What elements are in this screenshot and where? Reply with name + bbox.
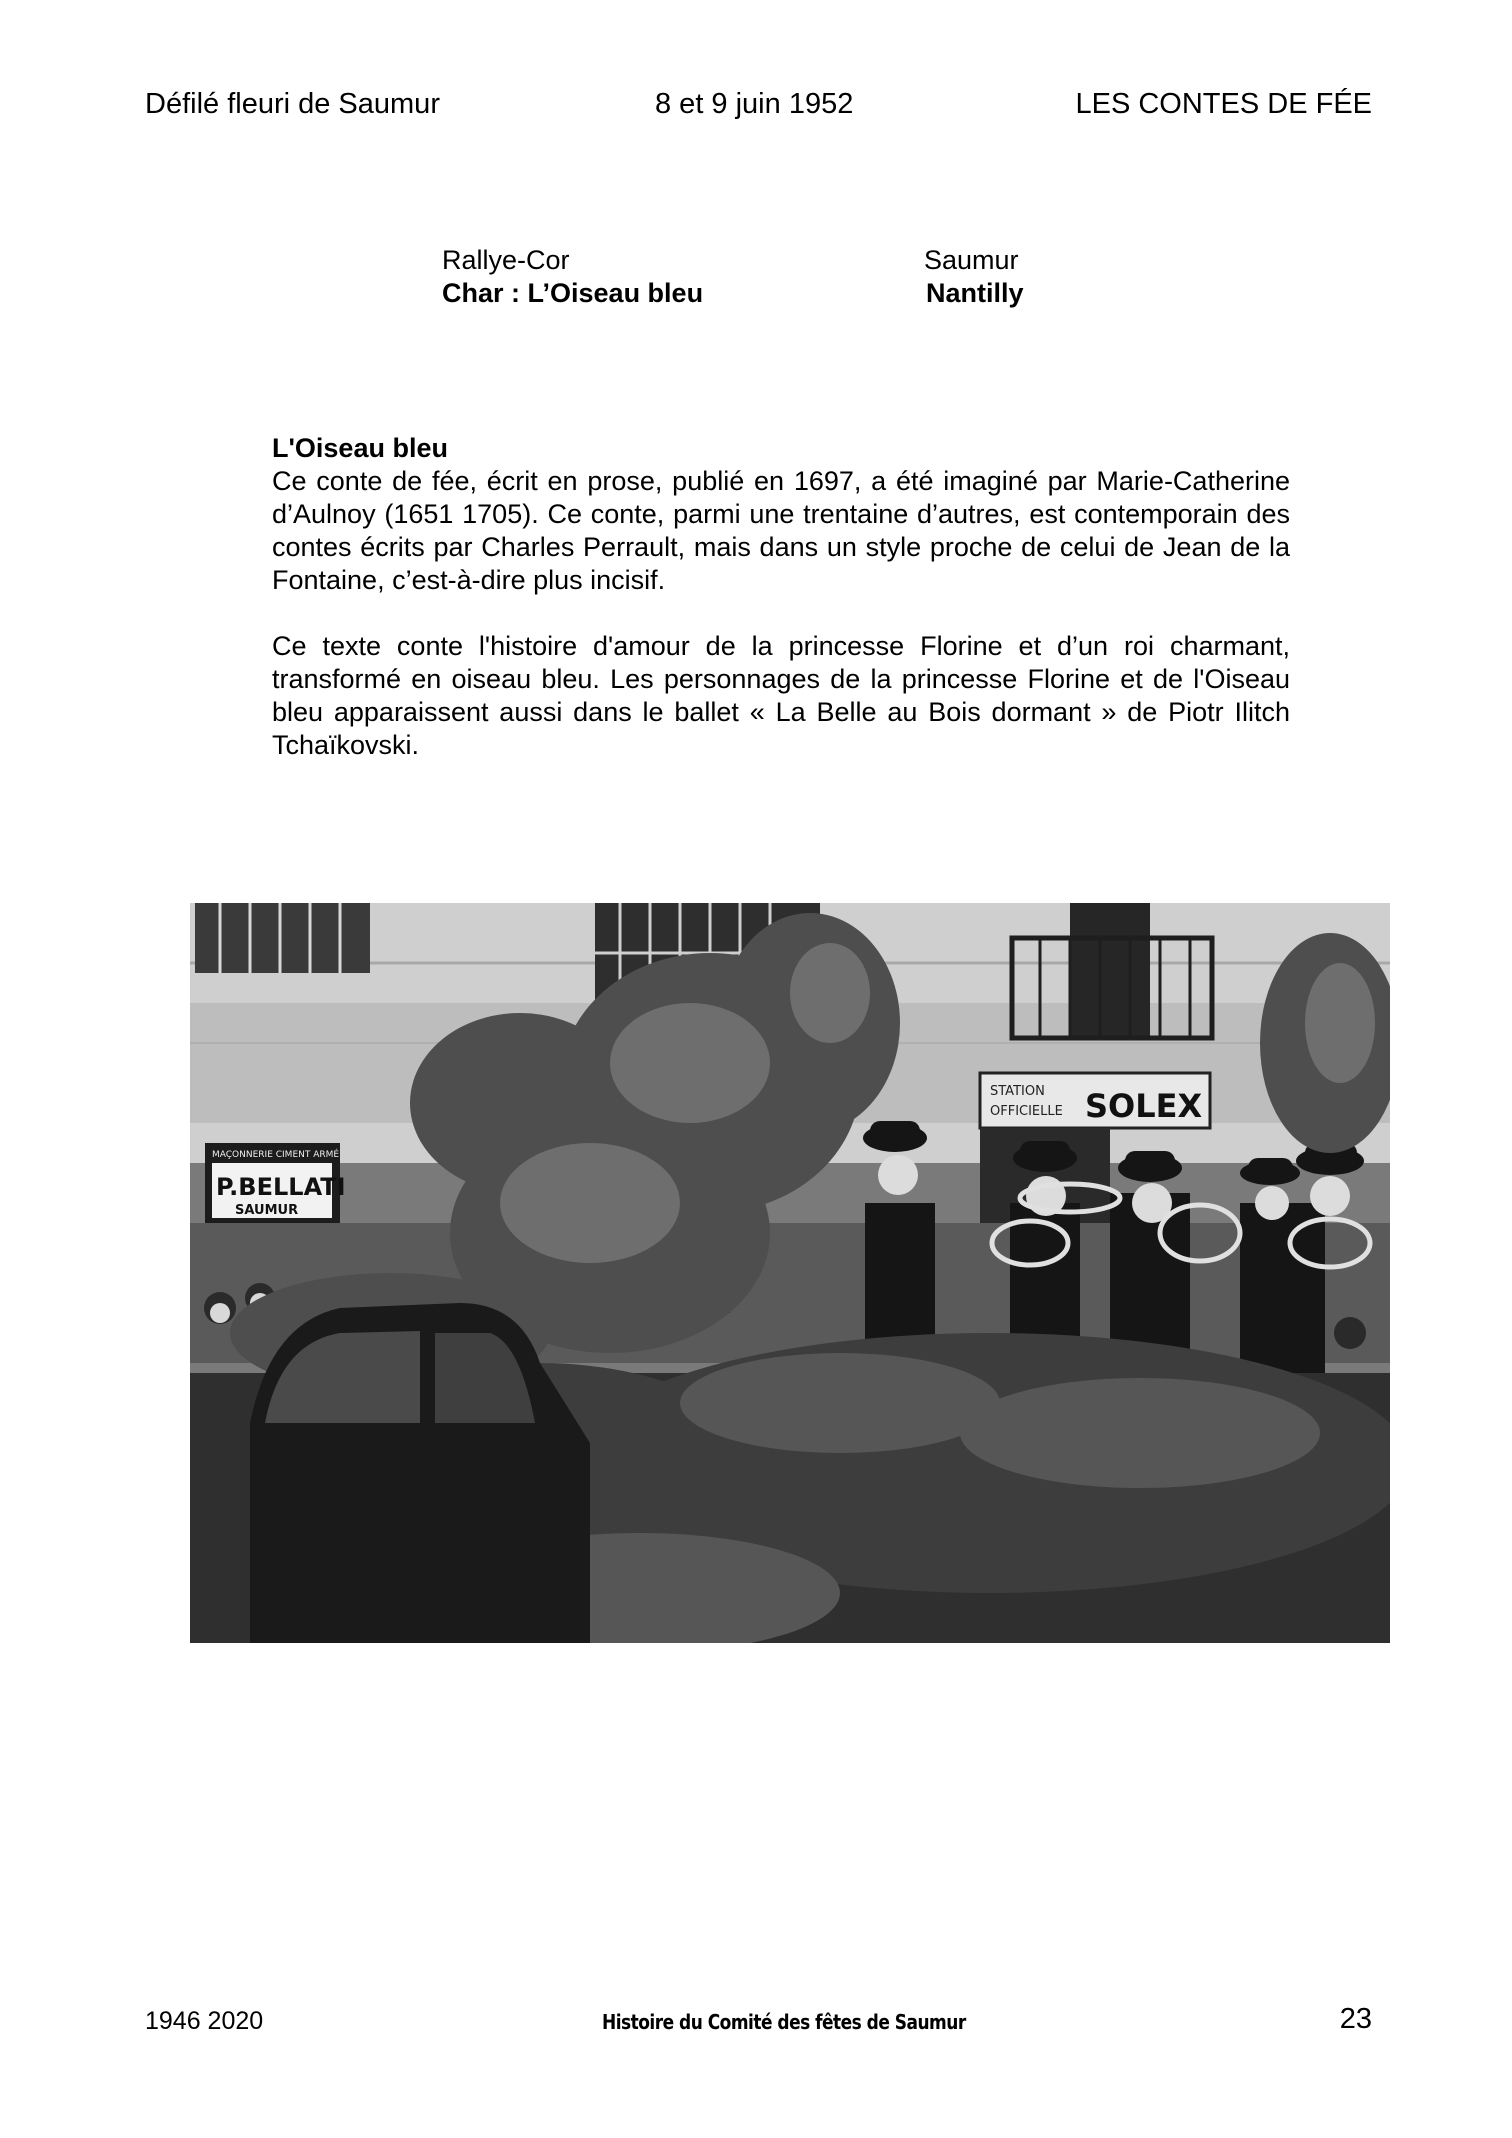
header-date: 8 et 9 juin 1952 xyxy=(655,88,854,120)
article-paragraph-1: Ce conte de fée, écrit en prose, publié en 1697, a été imaginé par Marie-Catherine d’Aulnoy (1651 1705). Ce conte, parmi une trentaine d’autres, est contemporain des contes écrits par Charles Perrault, mais dans un style proche de celui de Jean de la Fontaine, c’est-à-dire plus incisif. xyxy=(272,466,1290,595)
page-number: 23 xyxy=(1339,2003,1372,2035)
footer-years: 1946 2020 xyxy=(145,2007,264,2035)
article xyxy=(272,432,1290,762)
meta-float-label: Char : L’Oiseau bleu xyxy=(442,278,704,308)
header-section: LES CONTES DE FÉE xyxy=(1075,88,1372,120)
station-sign-line2: OFFICIELLE xyxy=(990,1104,1063,1119)
parade-photo xyxy=(190,903,1390,1665)
shop-sign-town: SAUMUR xyxy=(235,1203,299,1218)
solex-sign: SOLEX xyxy=(1085,1087,1203,1125)
shop-sign-line1: MAÇONNERIE CIMENT ARMÉ xyxy=(212,1150,340,1160)
meta-town: Saumur xyxy=(924,245,1019,275)
shop-sign-name: P.BELLATI xyxy=(216,1173,346,1201)
meta-group: Rallye-Cor xyxy=(442,245,570,275)
footer-title: Histoire du Comité des fêtes de Saumur xyxy=(602,2010,966,2034)
article-paragraph-2: Ce texte conte l'histoire d'amour de la princesse Florine et d’un roi charmant, transformé en oiseau bleu. Les personnages de la princesse Florine et de l'Oiseau bleu apparaissent aussi dans le ballet « La Belle au Bois dormant » de Piotr Ilitch Tchaïkovski. xyxy=(272,631,1290,760)
station-sign-line1: STATION xyxy=(990,1084,1045,1099)
article-heading: L'Oiseau bleu xyxy=(272,433,448,463)
header-left: Défilé fleuri de Saumur xyxy=(145,88,440,120)
meta-district: Nantilly xyxy=(926,278,1024,308)
